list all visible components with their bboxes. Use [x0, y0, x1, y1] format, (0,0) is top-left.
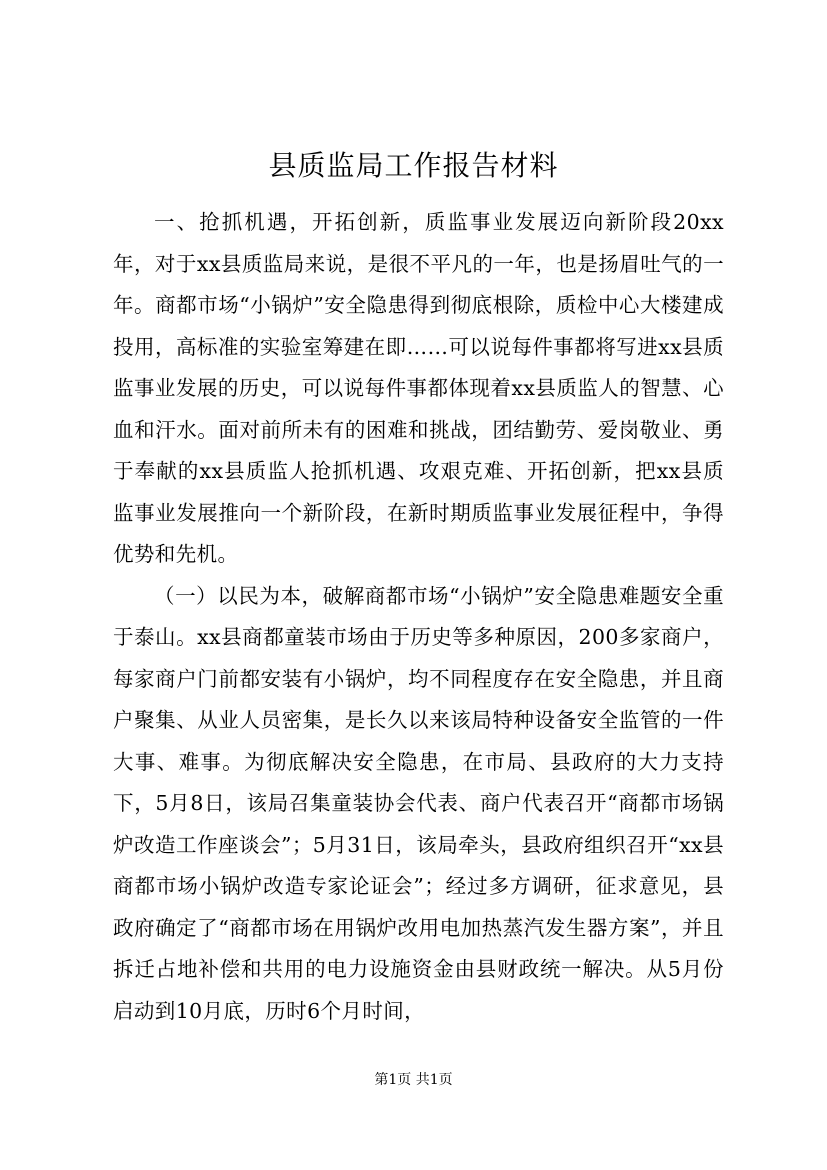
paragraph-2: （一）以民为本，破解商都市场“小锅炉”安全隐患难题安全重于泰山。xx县商都童装市场由于历史等多种原因，200多家商户，每家商户门前都安装有小锅炉，均不同程度存在安全隐患，并且商户聚集、从业人员密集，是长久以来该局特种设备安全监管的一件大事、难事。为彻底解决安全隐患，在市局、县政府的大力支持下，5月8日，该局召集童装协会代表、商户代表召开“商都市场锅炉改造工作座谈会”；5月31日，该局牵头，县政府组织召开“xx县商都市场小锅炉改造专家论证会”；经过多方调研，征求意见，县政府确定了“商都市场在用锅炉改用电加热蒸汽发生器方案”，并且拆迁占地补偿和共用的电力设施资金由县财政统一解决。从5月份启动到10月底，历时6个月时间， [113, 583, 724, 1023]
document-title: 县质监局工作报告材料 [268, 149, 559, 182]
document-body [113, 202, 724, 1032]
page-footer: 第1页 共1页 [374, 1072, 453, 1088]
paragraph-1: 一、抢抓机遇，开拓创新，质监事业发展迈向新阶段20xx年，对于xx县质监局来说，是很不平凡的一年，也是扬眉吐气的一年。商都市场“小锅炉”安全隐患得到彻底根除，质检中心大楼建成投用，高标准的实验室筹建在即……可以说每件事都将写进xx县质监事业发展的历史，可以说每件事都体现着xx县质监人的智慧、心血和汗水。面对前所未有的困难和挑战，团结勤劳、爱岗敬业、勇于奉献的xx县质监人抢抓机遇、攻艰克难、开拓创新，把xx县质监事业发展推向一个新阶段，在新时期质监事业发展征程中，争得优势和先机。 [113, 210, 724, 566]
